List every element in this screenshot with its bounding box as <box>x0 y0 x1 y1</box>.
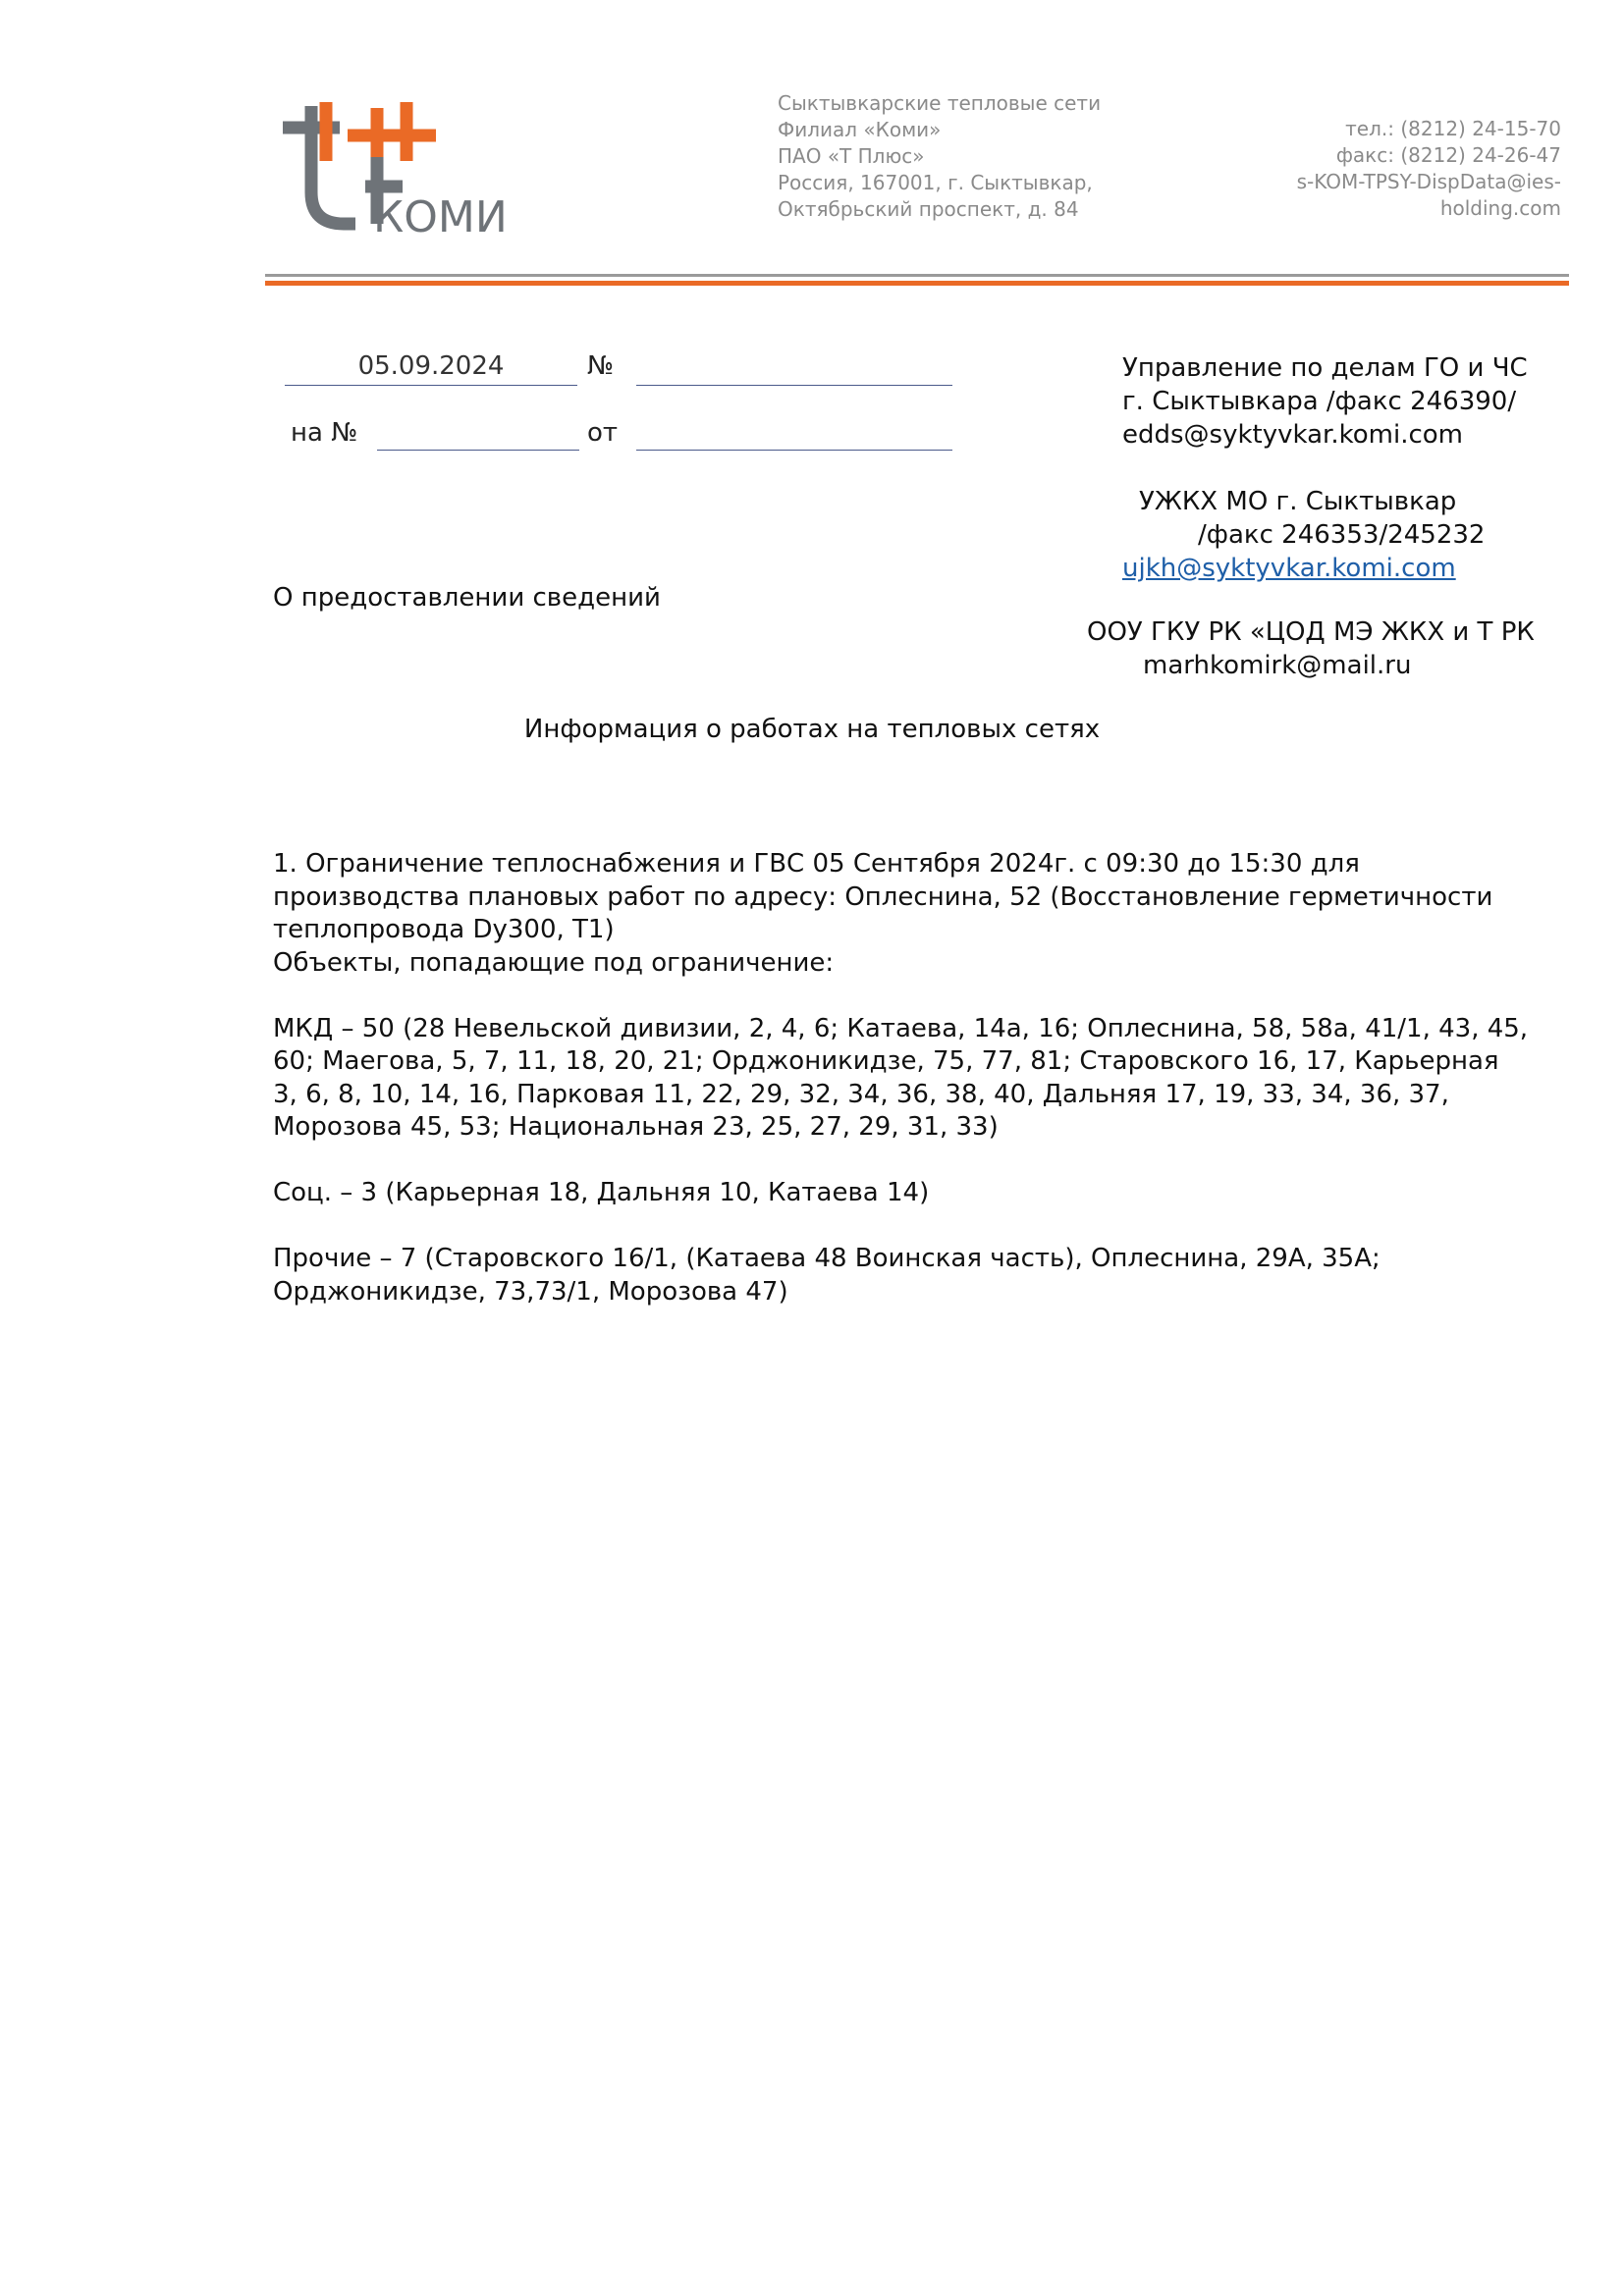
company-logo <box>279 98 514 236</box>
document-subject: О предоставлении сведений <box>273 583 661 613</box>
recipient-2-name: УЖКХ МО г. Сыктывкар <box>1139 487 1457 516</box>
org-line: Филиал «Коми» <box>778 118 942 141</box>
header-divider-orange <box>265 281 1569 286</box>
number-label: № <box>587 351 615 381</box>
recipient-2-email-link[interactable]: ujkh@syktyvkar.komi.com <box>1122 554 1456 583</box>
contact-info <box>1297 116 1561 222</box>
t-plus-logo-icon <box>279 98 514 236</box>
recipient-3-name: ООУ ГКУ РК «ЦОД МЭ ЖКХ и Т РК <box>1087 617 1535 647</box>
in-reply-label: на № <box>291 418 358 448</box>
other-objects-list: Прочие – 7 (Старовского 16/1, (Катаева 48 Воинская часть), Оплеснина, 29А, 35А; Орджоникидзе, 73,73/1, Морозова 47) <box>273 1244 1380 1307</box>
recipient-line: Управление по делам ГО и ЧС <box>1122 353 1528 383</box>
org-line: Сыктывкарские тепловые сети <box>778 91 1102 115</box>
from-date-underline <box>636 450 952 451</box>
objects-label: Объекты, попадающие под ограничение: <box>273 947 835 978</box>
recipient-line: г. Сыктывкара /факс 246390/ <box>1122 387 1517 416</box>
document-body <box>273 848 1530 1308</box>
work-item-1: 1. Ограничение теплоснабжения и ГВС 05 Сентября 2024г. с 09:30 до 15:30 для производства плановых работ по адресу: Оплеснина, 52 (Восстановление герметичности теплопровода Dy300, Т1) <box>273 849 1493 944</box>
org-line: Октябрьский проспект, д. 84 <box>778 197 1079 221</box>
recipient-line: edds@syktyvkar.komi.com <box>1122 420 1463 450</box>
email-line: holding.com <box>1439 196 1561 220</box>
organization-info <box>778 90 1101 223</box>
org-line: Россия, 167001, г. Сыктывкар, <box>778 171 1093 194</box>
recipient-2-fax: /факс 246353/245232 <box>1198 520 1486 550</box>
fax: факс: (8212) 24-26-47 <box>1335 143 1561 167</box>
mkd-list: МКД – 50 (28 Невельской дивизии, 2, 4, 6; Катаева, 14а, 16; Оплеснина, 58, 58а, 41/1, 43, 45, 60; Маегова, 5, 7, 11, 18, 20, 21; Орджоникидзе, 75, 77, 81; Старовского 16, 17, Карьерная 3, 6, 8, 10, 14, 16, Парковая 11, 22, 29, 32, 34, 36, 38, 40, Дальняя 17, 19, 33, 34, 36, 37, Морозова 45, 53; Национальная 23, 25, 27, 29, 31, 33) <box>273 1013 1529 1142</box>
document-title: Информация о работах на тепловых сетях <box>523 715 1101 744</box>
email-line: s-KOM-TPSY-DispData@ies- <box>1296 170 1561 193</box>
number-underline <box>636 385 952 386</box>
social-objects-list: Соц. – 3 (Карьерная 18, Дальняя 10, Катаева 14) <box>273 1178 930 1207</box>
date-underline <box>285 385 577 386</box>
recipient-1 <box>1122 351 1528 452</box>
phone: тел.: (8212) 24-15-70 <box>1345 117 1561 140</box>
org-line: ПАО «Т Плюс» <box>778 144 925 168</box>
from-label: от <box>587 418 619 448</box>
logo-text: КОМИ <box>373 192 508 236</box>
header-divider-grey <box>265 274 1569 277</box>
recipient-3-email: marhkomirk@mail.ru <box>1143 651 1412 680</box>
document-date: 05.09.2024 <box>357 351 505 381</box>
reply-number-underline <box>377 450 579 451</box>
